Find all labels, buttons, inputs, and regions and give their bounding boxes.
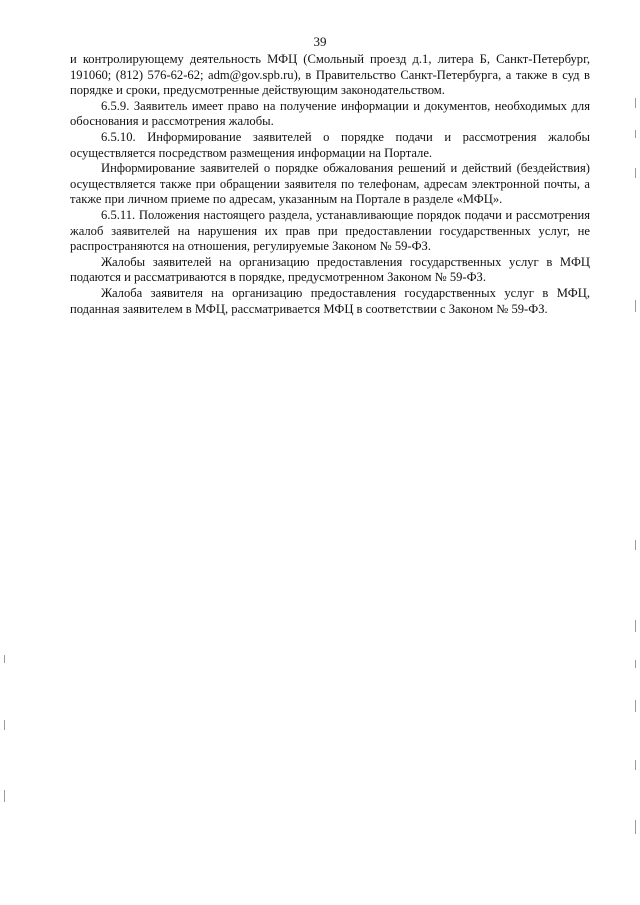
scan-edge-mark: [635, 700, 636, 712]
scan-edge-mark: [4, 790, 5, 802]
scan-edge-mark: [635, 540, 636, 550]
paragraph-6-5-9: 6.5.9. Заявитель имеет право на получение информации и документов, необходимых для обоснования и рассмотрения жалобы.: [70, 98, 590, 129]
paragraph-6-5-11: 6.5.11. Положения настоящего раздела, устанавливающие порядок подачи и рассмотрения жалоб заявителей на нарушения их прав при предоставлении государственных услуг, не распространяются на отношения, регулируемые Законом № 59-ФЗ.: [70, 207, 590, 254]
paragraph-6-5-10: 6.5.10. Информирование заявителей о порядке подачи и рассмотрения жалобы осуществляется посредством размещения информации на Портале.: [70, 129, 590, 160]
scan-edge-mark: [4, 655, 5, 663]
scan-edge-mark: [635, 98, 636, 108]
page-number: 39: [313, 34, 327, 49]
scan-edge-mark: [635, 820, 636, 834]
scan-edge-mark: [635, 620, 636, 632]
paragraph-complaint-review: Жалоба заявителя на организацию предоставления государственных услуг в МФЦ, поданная заявителем в МФЦ, рассматривается МФЦ в соответствии с Законом № 59-ФЗ.: [70, 285, 590, 316]
paragraph-complaints-mfc: Жалобы заявителей на организацию предоставления государственных услуг в МФЦ подаются и рассматриваются в порядке, предусмотренном Законом № 59-ФЗ.: [70, 254, 590, 285]
scan-edge-mark: [635, 130, 636, 138]
document-body: [70, 52, 590, 317]
scan-edge-mark: [4, 720, 5, 730]
paragraph-informing: Информирование заявителей о порядке обжалования решений и действий (бездействия) осуществляется также при обращении заявителя по телефонам, адресам электронной почты, а также при личном приеме по адресам, указанным на Портале в разделе «МФЦ».: [70, 161, 590, 207]
scan-edge-mark: [635, 760, 636, 770]
scan-edge-mark: [635, 300, 636, 312]
scan-edge-mark: [635, 168, 636, 178]
paragraph-continuation: и контролирующему деятельность МФЦ (Смольный проезд д.1, литера Б, Санкт-Петербург, 191060; (812) 576-62-62; adm@gov.spb.ru), в Правительство Санкт-Петербурга, а также в суд в порядке и сроки, предусмотренные действующим законодательством.: [70, 52, 590, 98]
scan-edge-mark: [635, 660, 636, 668]
